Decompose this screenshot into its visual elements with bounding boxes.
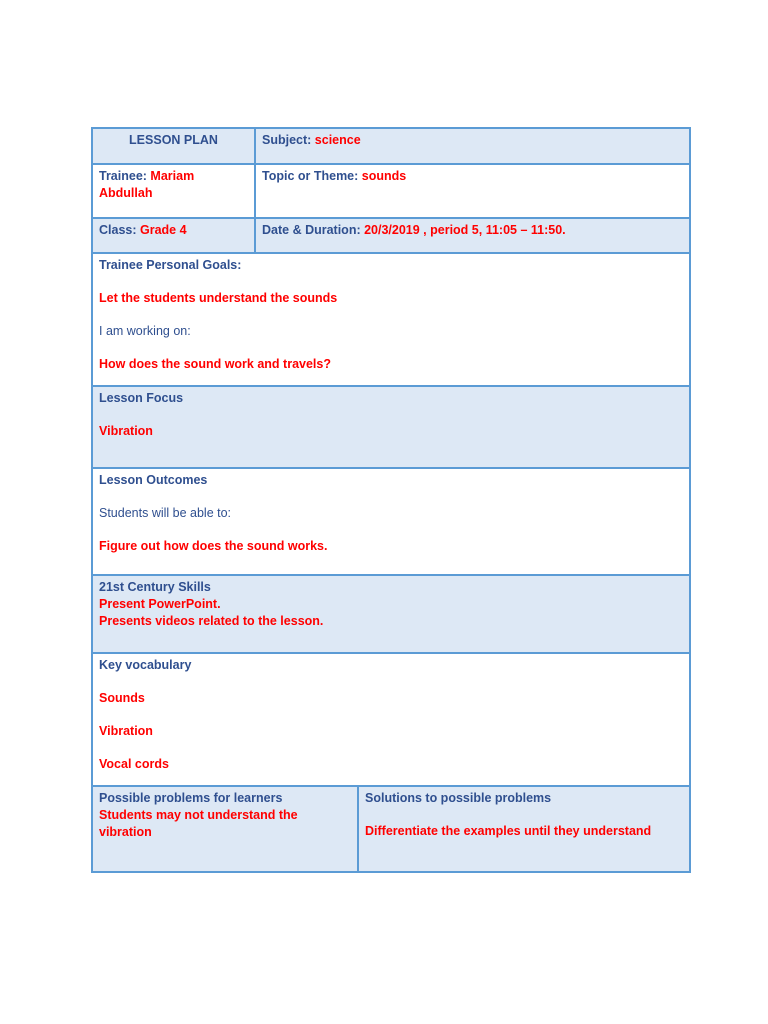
vocab-item: Vibration xyxy=(99,724,153,738)
subject-value: science xyxy=(314,133,361,147)
trainee-cell xyxy=(92,164,255,218)
skills-item: Presents videos related to the lesson. xyxy=(99,614,324,628)
skills-heading: 21st Century Skills xyxy=(99,580,211,594)
date-value: 20/3/2019 , period 5, 11:05 – 11:50. xyxy=(364,223,566,237)
outcomes-cell xyxy=(92,468,690,575)
vocab-cell xyxy=(92,653,690,786)
solutions-heading: Solutions to possible problems xyxy=(365,791,552,805)
vocab-item: Sounds xyxy=(99,691,145,705)
subject-label: Subject: xyxy=(262,133,315,147)
focus-heading: Lesson Focus xyxy=(99,391,184,405)
focus-value: Vibration xyxy=(99,424,153,438)
outcomes-heading: Lesson Outcomes xyxy=(99,473,208,487)
vocab-item: Vocal cords xyxy=(99,757,169,771)
trainee-name-last: Abdullah xyxy=(99,186,153,200)
focus-cell xyxy=(92,386,690,468)
date-label: Date & Duration: xyxy=(262,223,365,237)
class-cell xyxy=(92,218,255,253)
solutions-cell xyxy=(358,786,690,872)
goals-value: Let the students understand the sounds xyxy=(99,291,338,305)
goals-cell xyxy=(92,253,690,386)
lesson-plan-title: LESSON PLAN xyxy=(129,133,218,147)
problems-value: Students may not understand the vibration xyxy=(99,808,298,839)
solutions-value: Differentiate the examples until they understand xyxy=(365,824,652,838)
vocab-heading: Key vocabulary xyxy=(99,658,192,672)
class-label: Class: xyxy=(99,223,140,237)
skills-cell xyxy=(92,575,690,653)
goals-heading: Trainee Personal Goals: xyxy=(99,258,242,272)
problems-cell xyxy=(92,786,358,872)
class-value: Grade 4 xyxy=(140,223,187,237)
date-cell xyxy=(255,218,690,253)
outcomes-intro: Students will be able to: xyxy=(99,506,232,520)
trainee-label: Trainee: xyxy=(99,169,151,183)
subject-cell xyxy=(255,128,690,164)
lesson-plan-title-cell xyxy=(92,128,255,164)
problems-heading: Possible problems for learners xyxy=(99,791,283,805)
outcomes-value: Figure out how does the sound works. xyxy=(99,539,328,553)
lesson-plan-table xyxy=(91,127,691,873)
skills-item: Present PowerPoint. xyxy=(99,597,221,611)
trainee-name-first: Mariam xyxy=(150,169,195,183)
topic-cell xyxy=(255,164,690,218)
working-on-value: How does the sound work and travels? xyxy=(99,357,331,371)
topic-value: sounds xyxy=(361,169,407,183)
working-on-label: I am working on: xyxy=(99,324,191,338)
topic-label: Topic or Theme: xyxy=(262,169,362,183)
